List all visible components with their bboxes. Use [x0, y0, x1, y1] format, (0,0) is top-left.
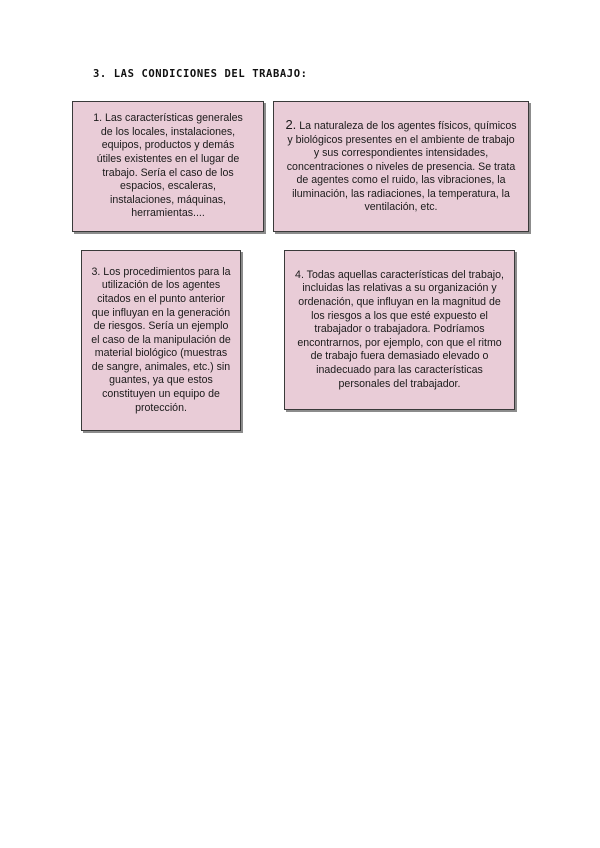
condition-box-1-number: 1.	[93, 112, 103, 125]
condition-box-2	[273, 101, 529, 232]
condition-box-3	[81, 250, 241, 431]
condition-box-4	[284, 250, 515, 410]
condition-box-4-content	[293, 269, 506, 391]
condition-box-4-number: 4.	[295, 268, 304, 281]
condition-box-4-text: Todas aquellas características del trabajo, incluidas las relativas a su organización y ordenación, que influyan en la magnitud de los riesgos a los que esté expuesto el trabajador o trabajadora. Podríamos encontrarnos, por ejemplo, con que el ritmo de trabajo fuera demasiado elevado o inadecuado para las características personales del trabajador.	[297, 268, 504, 390]
condition-box-3-content	[90, 266, 232, 416]
condition-box-2-content	[284, 118, 518, 215]
condition-box-3-number: 3.	[91, 265, 101, 278]
condition-box-1-content	[93, 112, 243, 221]
condition-box-1-text: Las características generales de los locales, instalaciones, equipos, productos y demás útiles existentes en el lugar de trabajo. Sería el caso de los espacios, escaleras, instalaciones, máquinas, herramientas....	[96, 112, 243, 220]
condition-box-2-number: 2.	[285, 116, 297, 132]
section-heading: 3. LAS CONDICIONES DEL TRABAJO:	[93, 68, 308, 80]
condition-box-3-text: Los procedimientos para la utilización de los agentes citados en el punto anterior que influyan en la generación de riesgos. Sería un ejemplo el caso de la manipulación de material biológico (muestras de sangre, animales, etc.) sin guantes, ya que estos constituyen un equipo de protección.	[91, 265, 231, 414]
condition-box-2-text: La naturaleza de los agentes físicos, químicos y biológicos presentes en el ambiente de trabajo y sus correspondientes intensidades, concentraciones o niveles de presencia. Se trata de agentes como el ruido, las vibraciones, la iluminación, las radiaciones, la temperatura, la ventilación, etc.	[286, 119, 517, 214]
condition-box-1	[72, 101, 264, 232]
